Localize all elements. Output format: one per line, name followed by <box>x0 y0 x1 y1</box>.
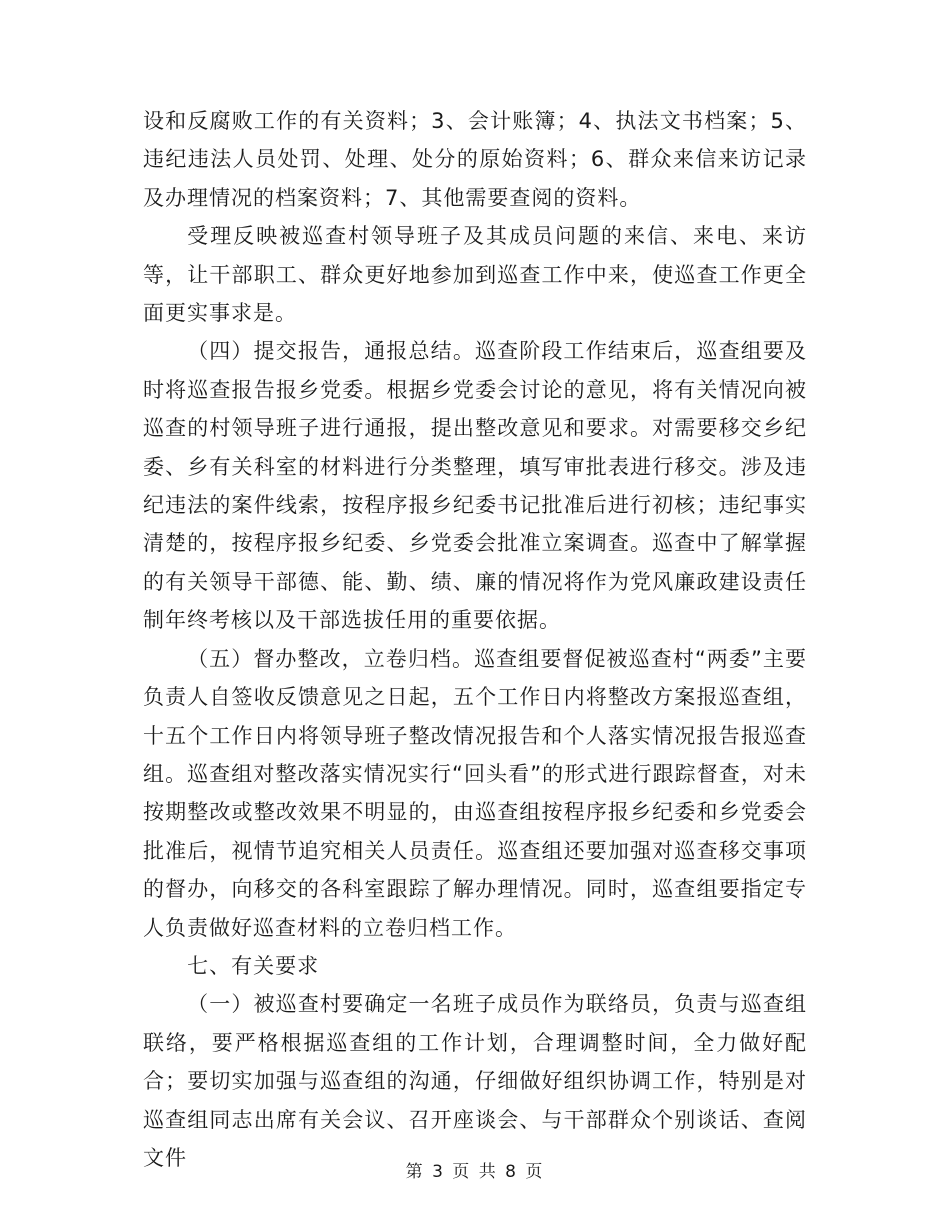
section-heading-requirements: 七、有关要求 <box>187 953 320 978</box>
paragraph-petitions: 受理反映被巡查村领导班子及其成员问题的来信、来电、来访等，让干部职工、群众更好地参加到巡查工作中来，使巡查工作更全面更实事求是。 <box>143 224 807 326</box>
paragraph-section-five-rectification: （五）督办整改，立卷归档。巡查组要督促被巡查村“两委”主要负责人自签收反馈意见之日起，五个工作日内将整改方案报巡查组，十五个工作日内将领导班子整改情况报告和个人落实情况报告报巡查组。巡查组对整改落实情况实行“回头看”的形式进行跟踪督查，对未按期整改或整改效果不明显的，由巡查组按程序报乡纪委和乡党委会批准后，视情节追究相关人员责任。巡查组还要加强对巡查移交事项的督办，向移交的各科室跟踪了解办理情况。同时，巡查组要指定专人负责做好巡查材料的立卷归档工作。 <box>143 646 807 940</box>
paragraph-requirement-one: （一）被巡查村要确定一名班子成员作为联络员，负责与巡查组联络，要严格根据巡查组的工作计划，合理调整时间，全力做好配合；要切实加强与巡查组的沟通，仔细做好组织协调工作，特别是对巡查组同志出席有关会议、召开座谈会、与干部群众个别谈话、查阅文件 <box>143 992 807 1170</box>
paragraph-section-four-report: （四）提交报告，通报总结。巡查阶段工作结束后，巡查组要及时将巡查报告报乡党委。根据乡党委会讨论的意见，将有关情况向被巡查的村领导班子进行通报，提出整改意见和要求。对需要移交乡纪委、乡有关科室的材料进行分类整理，填写审批表进行移交。涉及违纪违法的案件线索，按程序报乡纪委书记批准后进行初核；违纪事实清楚的，按程序报乡纪委、乡党委会批准立案调查。巡查中了解掌握的有关领导干部德、能、勤、绩、廉的情况将作为党风廉政建设责任制年终考核以及干部选拔任用的重要依据。 <box>143 339 807 633</box>
page-number-label: 第 3 页 共 8 页 <box>405 1162 545 1182</box>
paragraph-materials-list: 设和反腐败工作的有关资料；3、会计账簿；4、执法文书档案；5、违纪违法人员处罚、处理、处分的原始资料；6、群众来信来访记录及办理情况的档案资料；7、其他需要查阅的资料。 <box>143 109 807 210</box>
document-body <box>143 102 807 1177</box>
page-footer <box>0 1157 950 1182</box>
